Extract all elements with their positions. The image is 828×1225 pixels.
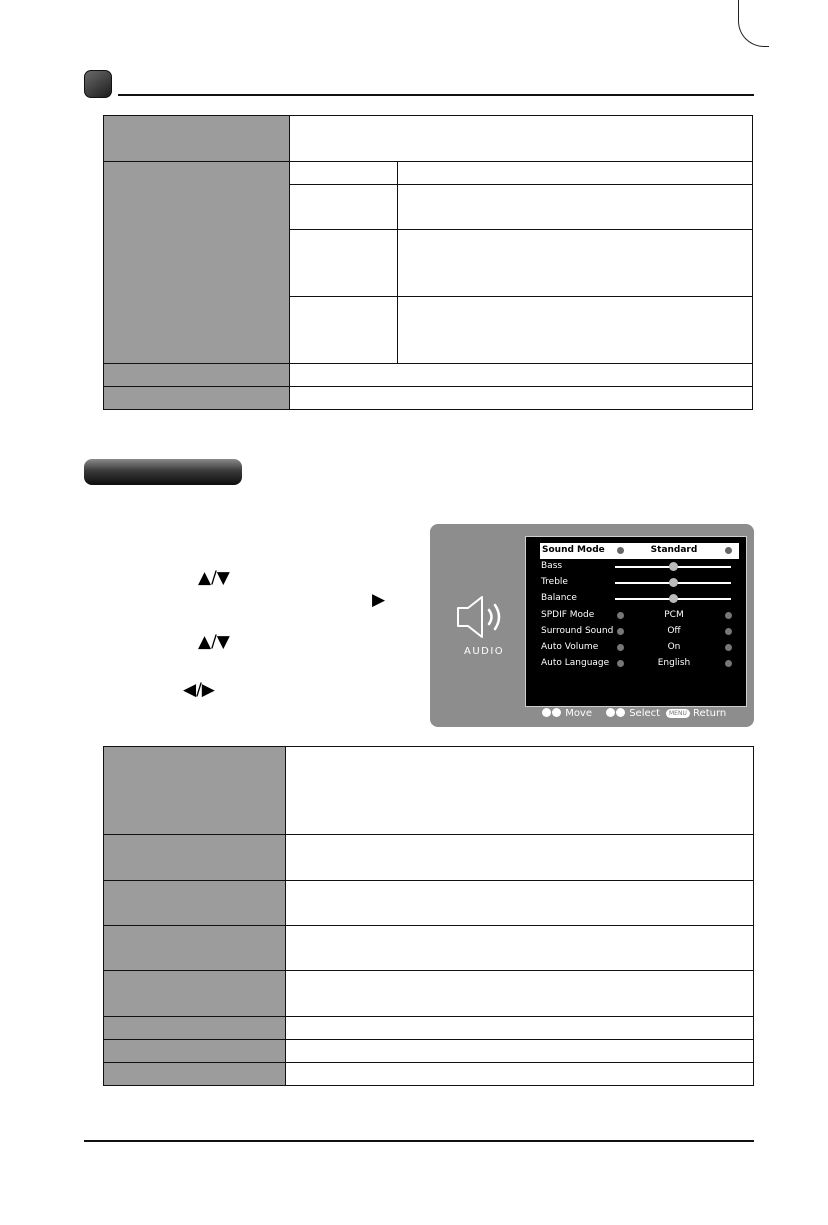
menu-item-spdif-mode[interactable] (526, 608, 746, 624)
right-arrow-icon[interactable] (725, 547, 732, 554)
table-row (104, 1063, 754, 1086)
table-row (104, 162, 753, 185)
menu-item-label: Treble (541, 577, 568, 587)
row-desc-cell (290, 364, 753, 387)
table-row (104, 116, 753, 162)
option-cell (290, 185, 398, 230)
left-arrow-icon[interactable] (617, 547, 624, 554)
upper-settings-table (103, 115, 753, 410)
right-arrow-icon[interactable] (725, 612, 732, 619)
left-arrow-icon[interactable] (617, 660, 624, 667)
row-label-cell (104, 835, 286, 881)
osd-help-bar (540, 708, 750, 722)
row-desc-cell (286, 1063, 754, 1086)
menu-key-icon: MENU (666, 709, 690, 718)
menu-item-label: Auto Volume (541, 642, 599, 652)
row-desc-cell (286, 747, 754, 835)
speaker-icon (456, 594, 512, 645)
row-label-cell (104, 364, 290, 387)
move-hint (542, 708, 592, 719)
menu-item-value: PCM (664, 610, 684, 620)
right-arrow-icon[interactable] (725, 644, 732, 651)
menu-item-label: Balance (541, 593, 577, 603)
option-desc-cell (398, 162, 753, 185)
menu-item-auto-language[interactable] (526, 656, 746, 672)
menu-item-label: Surround Sound (541, 626, 614, 636)
menu-item-bass[interactable] (526, 559, 746, 575)
menu-item-value: Off (667, 626, 681, 636)
table-row (104, 971, 754, 1017)
left-arrow-icon[interactable] (617, 628, 624, 635)
section-rule (118, 94, 754, 96)
menu-item-balance[interactable] (526, 591, 746, 607)
menu-item-surround-sound[interactable] (526, 624, 746, 640)
menu-item-auto-volume[interactable] (526, 640, 746, 656)
row-label-cell (104, 387, 290, 410)
option-desc-cell (398, 297, 753, 364)
right-button-icon (616, 708, 625, 717)
left-arrow-icon[interactable] (617, 644, 624, 651)
row-label-cell (104, 162, 290, 364)
return-hint (666, 708, 726, 719)
row-label-cell (104, 1017, 286, 1040)
row-label-cell (104, 747, 286, 835)
move-label: Move (565, 708, 593, 719)
table-row (104, 881, 754, 926)
option-desc-cell (398, 185, 753, 230)
row-label-cell (104, 926, 286, 971)
row-label-cell (104, 881, 286, 926)
row-label-cell (104, 1063, 286, 1086)
down-button-icon (552, 708, 561, 717)
menu-item-label: Auto Language (541, 658, 610, 668)
page-corner-mark (738, 0, 769, 47)
bass-slider-knob[interactable] (669, 562, 678, 571)
row-label-cell (104, 116, 290, 162)
row-desc-cell (286, 971, 754, 1017)
row-label-cell (104, 1040, 286, 1063)
table-row (104, 1040, 754, 1063)
right-arrow-icon[interactable] (725, 660, 732, 667)
up-down-arrow-icon: ▲/▼ (198, 568, 230, 588)
left-arrow-icon[interactable] (617, 612, 624, 619)
left-button-icon (606, 708, 615, 717)
audio-settings-table (103, 746, 754, 1086)
section-heading-pill (84, 459, 242, 485)
select-hint (606, 708, 660, 719)
option-cell (290, 230, 398, 297)
menu-item-label: Bass (541, 561, 563, 571)
return-label: Return (693, 708, 727, 719)
row-desc-cell (286, 926, 754, 971)
section-marker-icon (84, 70, 112, 98)
option-cell (290, 162, 398, 185)
audio-menu-screen (430, 524, 754, 727)
up-down-arrow-icon: ▲/▼ (198, 632, 230, 652)
menu-item-treble[interactable] (526, 575, 746, 591)
menu-item-value: Standard (650, 545, 698, 555)
table-row (104, 1017, 754, 1040)
balance-slider-knob[interactable] (669, 594, 678, 603)
table-row (104, 387, 753, 410)
up-button-icon (542, 708, 551, 717)
table-row (104, 926, 754, 971)
menu-item-value: English (657, 658, 691, 668)
audio-settings-panel (525, 536, 747, 707)
select-label: Select (629, 708, 661, 719)
row-desc-cell (286, 835, 754, 881)
row-label-cell (104, 971, 286, 1017)
right-arrow-icon: ▶ (372, 590, 386, 610)
row-desc-cell (290, 387, 753, 410)
menu-category-label: AUDIO (464, 646, 505, 657)
row-desc-cell (286, 1040, 754, 1063)
menu-item-value: On (667, 642, 681, 652)
table-row (104, 747, 754, 835)
menu-item-label: SPDIF Mode (541, 610, 595, 620)
option-desc-cell (398, 230, 753, 297)
table-row (104, 835, 754, 881)
left-right-arrow-icon: ◀/▶ (183, 680, 215, 700)
option-cell (290, 297, 398, 364)
footer-rule (84, 1140, 754, 1142)
row-desc-cell (286, 881, 754, 926)
row-desc-cell (286, 1017, 754, 1040)
menu-item-sound-mode[interactable] (540, 543, 739, 559)
table-row (104, 364, 753, 387)
treble-slider-knob[interactable] (669, 578, 678, 587)
row-desc-cell (290, 116, 753, 162)
menu-item-label: Sound Mode (542, 545, 605, 555)
right-arrow-icon[interactable] (725, 628, 732, 635)
